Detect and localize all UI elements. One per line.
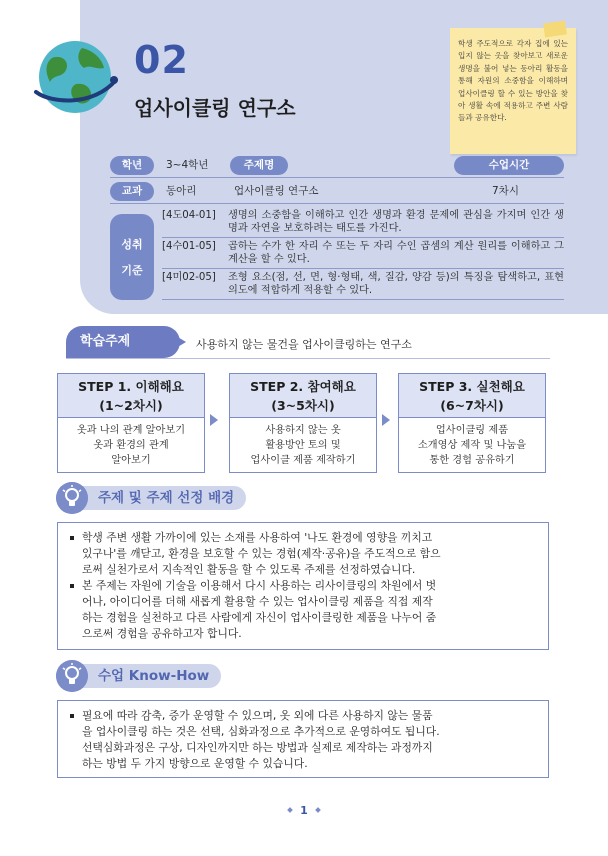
background-line: 어나, 아이디어를 더해 새롭게 활용할 수 있는 업사이클링 제품을 직접 제작 bbox=[82, 595, 433, 608]
grade-value: 3~4학년 bbox=[166, 159, 209, 171]
course-value: 동아리 bbox=[166, 185, 197, 197]
step-line: 업사이클링 제품 bbox=[435, 425, 509, 436]
knowhow-bullet: 필요에 따라 감축, 증가 운영할 수 있으며, 옷 외에 다른 사용하지 않는 물품 bbox=[70, 708, 536, 724]
step-line: 옷과 환경의 관계 bbox=[93, 440, 169, 451]
page-number: 1 bbox=[300, 804, 308, 817]
step-title: STEP 3. 실천해요 bbox=[419, 379, 525, 394]
knowhow-heading-text: 수업 Know-How bbox=[78, 664, 221, 688]
info-divider bbox=[110, 203, 564, 204]
step-sessions: (1~2차시) bbox=[99, 398, 163, 413]
step-header bbox=[58, 374, 204, 418]
step-card-2 bbox=[229, 373, 377, 473]
class-hours-value: 7차시 bbox=[492, 185, 519, 197]
background-bullet: 학생 주변 생활 가까이에 있는 소재를 사용하여 '나도 환경에 영향을 끼치고 bbox=[70, 530, 536, 546]
achievement-standards-label bbox=[110, 214, 154, 300]
achievement-standards-list bbox=[162, 210, 564, 303]
step-title: STEP 1. 이해해요 bbox=[78, 379, 184, 394]
step-line: 통한 경험 공유하기 bbox=[429, 455, 515, 466]
step-arrow-icon bbox=[382, 414, 390, 426]
grade-label: 학년 bbox=[110, 156, 154, 175]
subject-name-label: 주제명 bbox=[230, 156, 288, 175]
background-bullet: 본 주제는 자원에 기술을 이용해서 다시 사용하는 리사이클링의 차원에서 벗 bbox=[70, 578, 536, 594]
background-line: 있구나'를 깨닫고, 환경을 보호할 수 있는 경험(제작·공유)을 주도적으로 함으 bbox=[82, 547, 441, 560]
step-description bbox=[230, 418, 376, 468]
step-description bbox=[399, 418, 545, 468]
lightbulb-icon bbox=[56, 482, 88, 514]
topic-divider bbox=[66, 358, 550, 359]
learning-topic-text: 사용하지 않는 물건을 업사이클링하는 연구소 bbox=[196, 338, 412, 351]
knowhow-box bbox=[57, 700, 549, 778]
standards-label-line: 기준 bbox=[121, 264, 143, 277]
lightbulb-icon bbox=[56, 660, 88, 692]
step-card-1 bbox=[57, 373, 205, 473]
step-card-3 bbox=[398, 373, 546, 473]
knowhow-line: 하는 방법 두 가지 방향으로 운영할 수 있습니다. bbox=[82, 757, 308, 770]
step-description bbox=[58, 418, 204, 468]
learning-topic-badge: 학습주제 bbox=[66, 326, 180, 358]
step-line: 활용방안 토의 및 bbox=[265, 440, 341, 451]
standard-code: [4수01-05] bbox=[162, 241, 216, 252]
knowhow-line: 을 업사이클링 하는 것은 선택, 심화과정으로 추가적으로 운영하여도 됩니다. bbox=[82, 725, 440, 738]
course-label: 교과 bbox=[110, 182, 154, 201]
standard-code: [4도04-01] bbox=[162, 210, 216, 221]
standard-code: [4미02-05] bbox=[162, 272, 216, 283]
step-line: 옷과 나의 관계 알아보기 bbox=[76, 425, 186, 436]
step-line: 사용하지 않는 옷 bbox=[265, 425, 341, 436]
standard-item bbox=[162, 272, 564, 300]
step-header bbox=[399, 374, 545, 418]
subject-name-value: 업사이클링 연구소 bbox=[234, 185, 319, 197]
standard-text: 곱하는 수가 한 자리 수 또는 두 자리 수인 곱셈의 계산 원리를 이해하고 그 계산을 할 수 있다. bbox=[228, 241, 564, 265]
step-line: 소개영상 제작 및 나눔을 bbox=[417, 440, 527, 451]
step-title: STEP 2. 참여해요 bbox=[250, 379, 356, 394]
background-line: 로써 실천가로서 지속적인 활동을 할 수 있도록 주제를 선정하였습니다. bbox=[82, 563, 416, 576]
background-line: 하는 경험을 실천하고 다른 사람에게 자신이 업사이클링한 제품을 나누어 줌 bbox=[82, 611, 437, 624]
background-line: 으로써 경험을 공유하고자 합니다. bbox=[82, 627, 242, 640]
earth-globe-icon bbox=[32, 34, 118, 120]
standards-label-line: 성취 bbox=[121, 238, 143, 251]
background-heading-text: 주제 및 주제 선정 배경 bbox=[78, 486, 246, 510]
background-box bbox=[57, 522, 549, 650]
info-divider bbox=[110, 177, 564, 178]
step-header bbox=[230, 374, 376, 418]
overview-note: 학생 주도적으로 각자 집에 있는 입지 않는 옷을 찾아보고 새로운 생명을 불어 넣는 동아리 활동을 통해 자원의 소중함을 이해하며 업사이클링 할 수 있는 방안을 찾아 생활 속에 적용하고 주변 사람들과 공유한다. bbox=[450, 28, 576, 154]
knowhow-line: 선택심화과정은 구상, 디자인까지만 하는 방법과 실제로 제작하는 과정까지 bbox=[82, 741, 433, 754]
step-arrow-icon bbox=[210, 414, 218, 426]
standard-text: 조형 요소(점, 선, 면, 형·형태, 색, 질감, 양감 등)의 특징을 탐색하고, 표현 의도에 적합하게 적용할 수 있다. bbox=[228, 272, 564, 296]
step-line: 알아보기 bbox=[111, 455, 151, 466]
standard-item bbox=[162, 210, 564, 238]
step-line: 업사이클 제품 제작하기 bbox=[250, 455, 356, 466]
step-sessions: (3~5차시) bbox=[271, 398, 335, 413]
unit-number: 02 bbox=[134, 38, 189, 82]
standard-text: 생명의 소중함을 이해하고 인간 생명과 환경 문제에 관심을 가지며 인간 생명과 자연을 보호하려는 태도를 가진다. bbox=[228, 210, 564, 234]
step-sessions: (6~7차시) bbox=[440, 398, 504, 413]
standard-item bbox=[162, 241, 564, 269]
class-hours-label: 수업시간 bbox=[454, 156, 564, 175]
unit-title: 업사이클링 연구소 bbox=[134, 96, 296, 120]
